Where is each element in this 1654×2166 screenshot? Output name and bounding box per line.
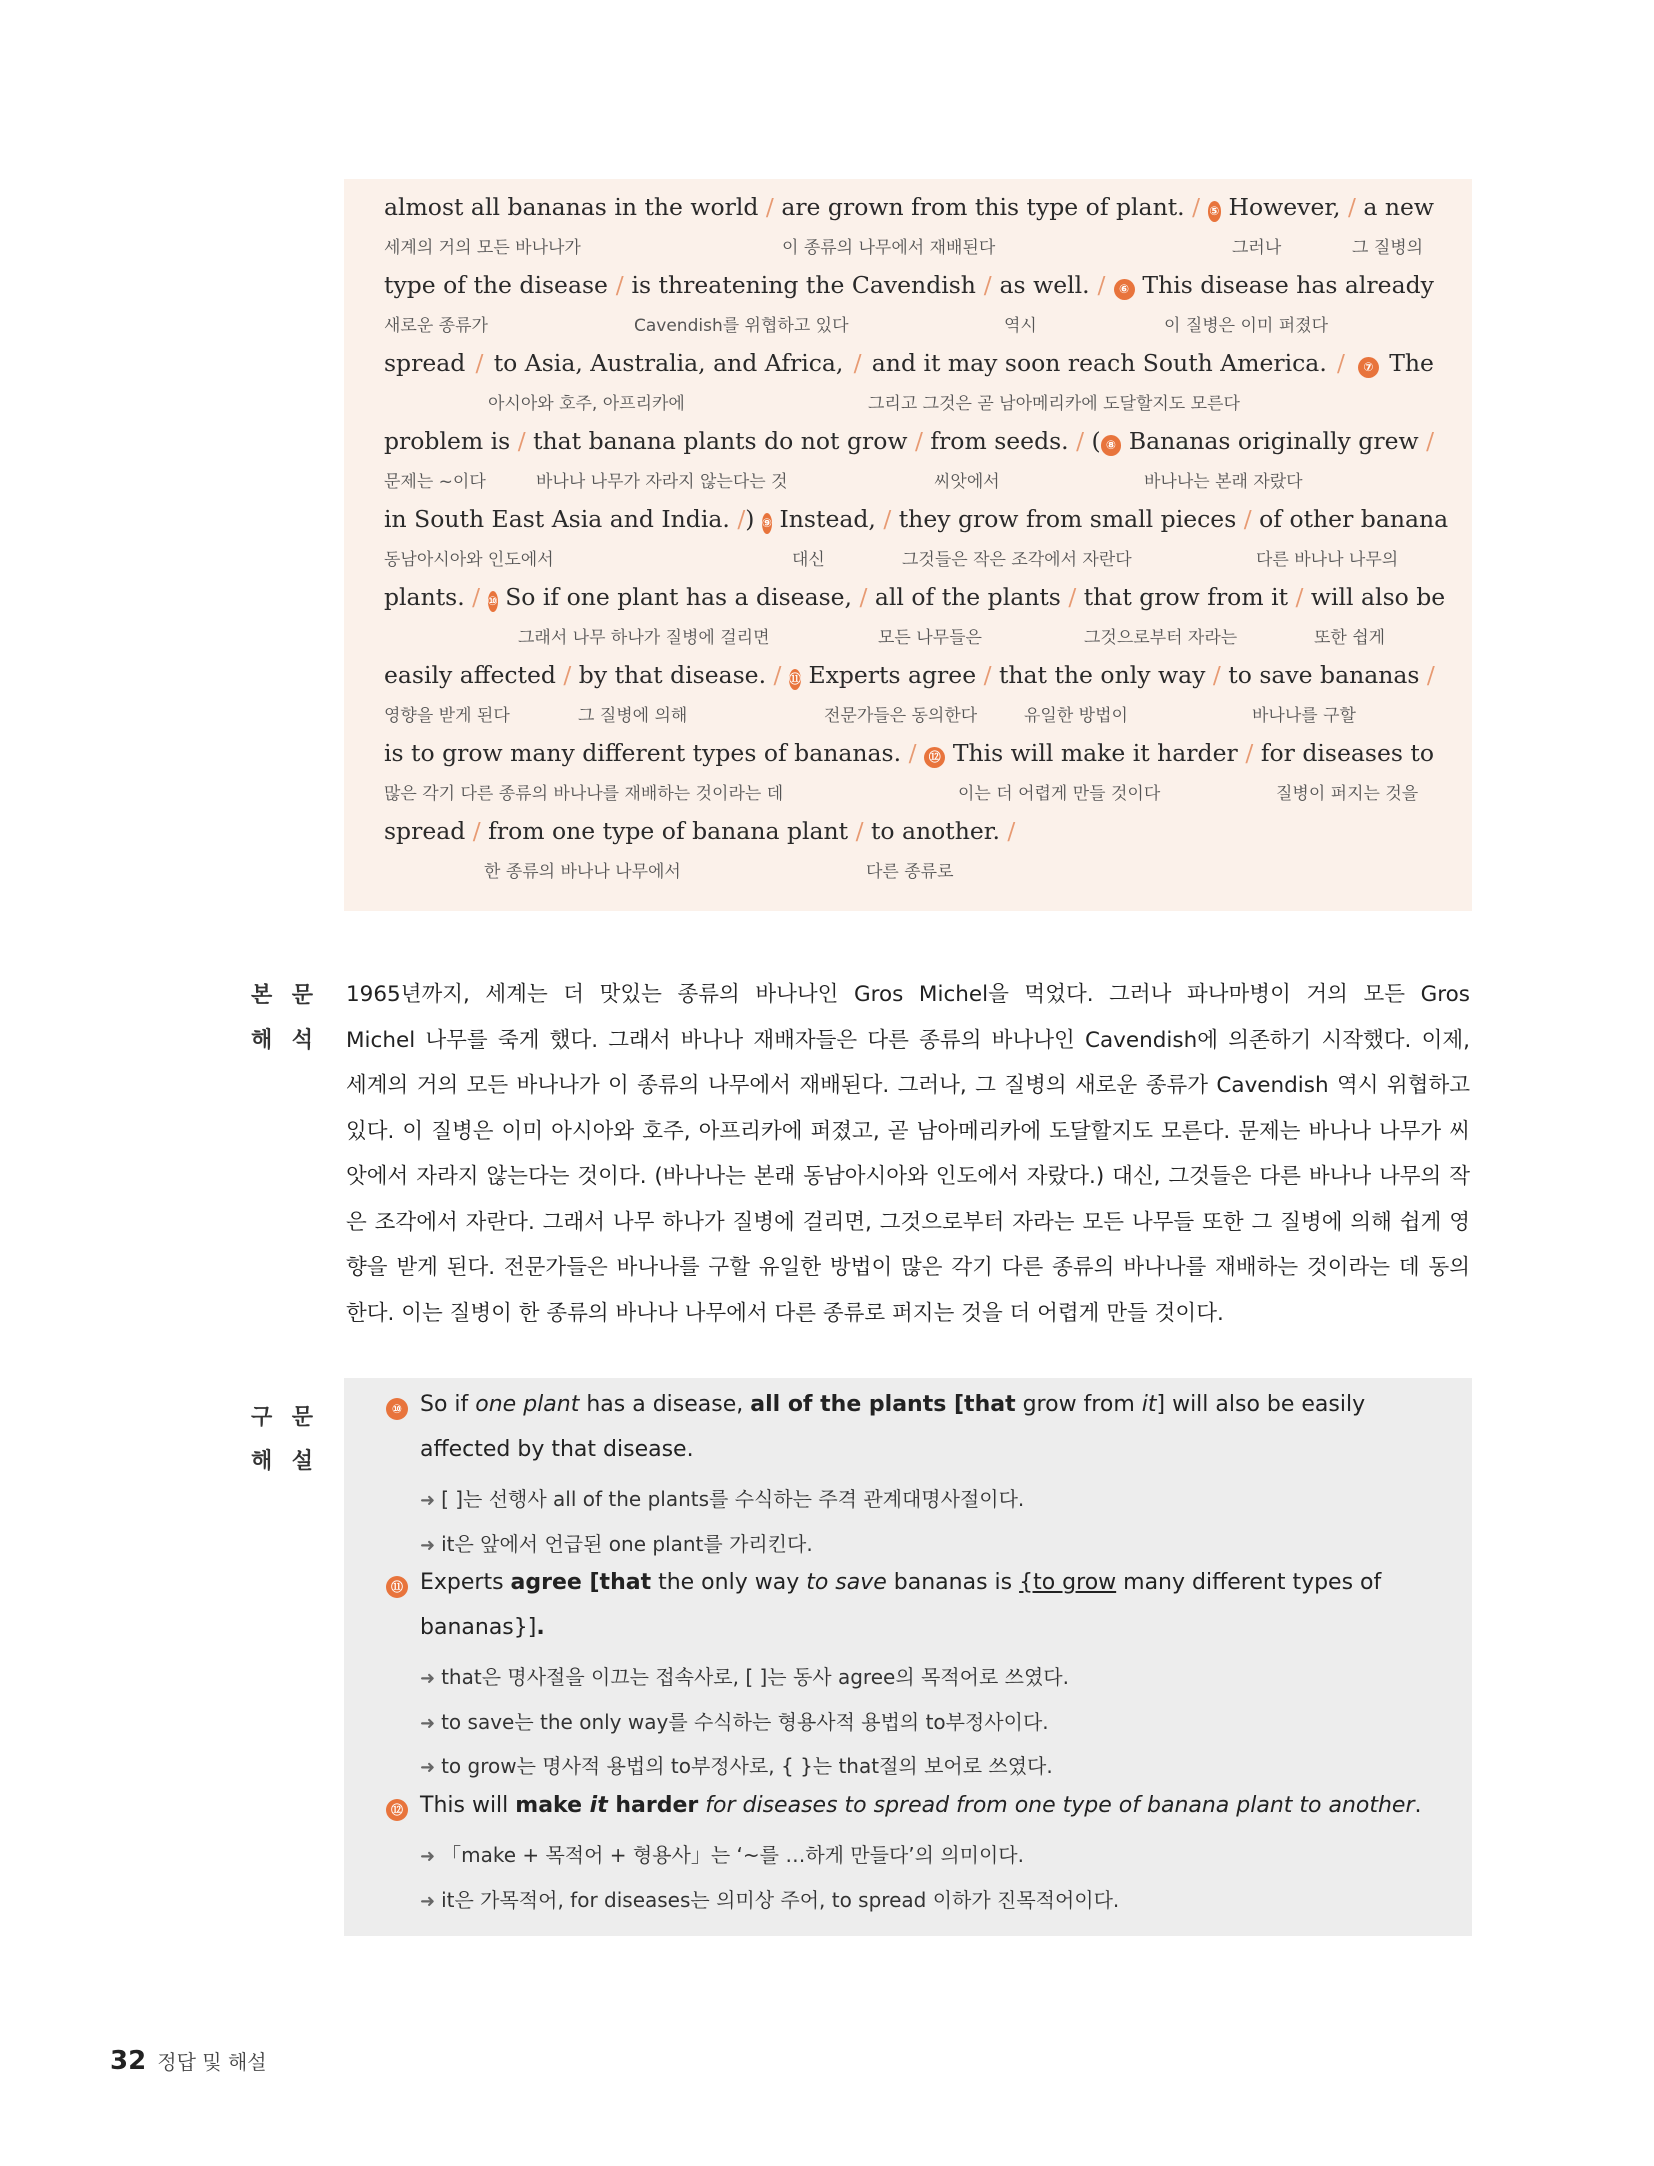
chunk-slash: / <box>472 817 481 845</box>
english-chunk: easily affected <box>384 661 564 689</box>
english-chunk: and it may soon reach South America. <box>864 349 1335 377</box>
structure-sentence-line <box>420 1793 1422 1818</box>
structure-note-text: to save는 the only way를 수식하는 형용사적 용법의 to부정사이다. <box>441 1709 1049 1734</box>
arrow-icon: ➜ <box>420 1490 436 1511</box>
chunk-slash: / <box>773 661 782 689</box>
english-chunk: spread <box>384 349 473 377</box>
korean-gloss: 또한 쉽게 <box>1314 628 1386 648</box>
chunk-slash: / <box>1097 271 1106 299</box>
label-char: 문 <box>291 983 313 1008</box>
structure-text-segment: grow from <box>1015 1392 1142 1417</box>
translation-line: 앗에서 자라지 않는다는 것이다. (바나나는 본래 동남아시아와 인도에서 자랐다.) 대신, 그것들은 다른 바나나 나무의 작 <box>346 1164 1470 1189</box>
structure-text-segment: {to grow <box>1019 1570 1117 1595</box>
structure-text-segment: for diseases to spread from one type of banana plant to another <box>698 1792 1415 1818</box>
english-chunk <box>480 583 487 611</box>
structure-text-segment: many different types of <box>1116 1570 1382 1595</box>
structure-note-text: [ ]는 선행사 all of the plants를 수식하는 주격 관계대명사절이다. <box>441 1487 1025 1511</box>
arrow-icon: ➜ <box>420 1712 436 1734</box>
chunk-slash: / <box>765 193 774 221</box>
page-footer <box>110 2046 267 2076</box>
arrow-icon: ➜ <box>420 1534 436 1556</box>
english-chunk: from one type of banana plant <box>480 817 856 845</box>
structure-text-segment: agree [that <box>510 1570 652 1595</box>
translation-paragraph <box>346 972 1470 1336</box>
arrow-icon: ➜ <box>420 1668 436 1689</box>
english-chunk: to Asia, Australia, and Africa, <box>486 349 851 377</box>
structure-text-segment: This will <box>420 1792 516 1818</box>
korean-gloss: 그 질병에 의해 <box>578 706 688 726</box>
korean-gloss: 바나나는 본래 자랐다 <box>1144 472 1303 492</box>
korean-gloss: 역시 <box>1004 316 1037 336</box>
structure-text-segment: bananas}] <box>420 1614 537 1640</box>
english-chunk: Experts agree <box>800 661 984 689</box>
korean-gloss: 이는 더 어렵게 만들 것이다 <box>958 784 1161 804</box>
structure-text-segment: . <box>536 1614 545 1640</box>
structure-text-segment: affected by that disease. <box>420 1436 694 1462</box>
interlinear-line <box>384 427 1434 505</box>
english-chunk: ( <box>1084 427 1101 455</box>
interlinear-line <box>384 271 1434 349</box>
english-chunk-line <box>384 817 1434 857</box>
translation-line: 은 조각에서 자란다. 그래서 나무 하나가 질병에 걸리면, 그것으로부터 자라는 모든 나무들 또한 그 질병에 의해 쉽게 영 <box>346 1209 1470 1235</box>
structure-text-segment: . <box>1414 1792 1422 1818</box>
english-chunk: type of the disease <box>384 271 616 299</box>
english-chunk: from seeds. <box>922 427 1077 455</box>
english-chunk: all of the plants <box>867 583 1069 611</box>
english-chunk <box>781 661 788 689</box>
korean-gloss: 그래서 나무 하나가 질병에 걸리면 <box>518 628 770 648</box>
english-chunk: to another. <box>863 817 1008 845</box>
chunk-slash: / <box>737 505 746 533</box>
korean-gloss: Cavendish를 위협하고 있다 <box>634 316 849 336</box>
english-chunk: plants. <box>384 583 473 611</box>
structure-label-bottom <box>251 1444 313 1484</box>
korean-gloss: 대신 <box>792 550 825 570</box>
structure-note <box>420 1528 813 1557</box>
english-chunk: in South East Asia and India. <box>384 505 738 533</box>
interlinear-line <box>384 739 1434 817</box>
english-chunk: a new <box>1355 193 1434 221</box>
chunk-slash: / <box>983 661 992 689</box>
korean-gloss: 그것들은 작은 조각에서 자란다 <box>902 550 1132 570</box>
english-chunk <box>917 739 924 767</box>
structure-text-segment: make <box>515 1792 590 1818</box>
korean-gloss: 다른 종류로 <box>866 862 954 882</box>
chunk-slash: / <box>914 427 923 455</box>
sentence-number-badge: ⑩ <box>386 1398 408 1420</box>
english-chunk: to save bananas <box>1220 661 1427 689</box>
english-chunk: This will make it harder <box>945 739 1246 767</box>
english-chunk: they grow from small pieces <box>891 505 1244 533</box>
translation-line: 세계의 거의 모든 바나나가 이 종류의 나무에서 재배된다. 그러나, 그 질병의 새로운 종류가 Cavendish 역시 위협하고 <box>346 1073 1470 1098</box>
footer-label: 정답 및 해설 <box>157 2050 267 2074</box>
structure-note-text: to grow는 명사적 용법의 to부정사로, { }는 that절의 보어로 쓰였다. <box>441 1754 1053 1778</box>
english-chunk: that the only way <box>991 661 1213 689</box>
korean-gloss: 그리고 그것은 곧 남아메리카에 도달할지도 모른다 <box>868 394 1240 414</box>
structure-note <box>420 1706 1049 1735</box>
english-chunk: almost all bananas in the world <box>384 193 766 221</box>
english-chunk-line <box>384 349 1434 389</box>
english-chunk: Instead, <box>772 505 884 533</box>
korean-gloss: 많은 각기 다른 종류의 바나나를 재배하는 것이라는 데 <box>384 784 784 804</box>
page-number: 32 <box>110 2046 147 2076</box>
korean-gloss: 그러나 <box>1232 238 1282 258</box>
korean-gloss: 모든 나무들은 <box>878 628 982 648</box>
english-chunk <box>1200 193 1207 221</box>
english-chunk-line <box>384 583 1446 623</box>
english-chunk-line <box>384 271 1434 311</box>
chunk-slash: / <box>517 427 526 455</box>
structure-text-segment: to save <box>806 1570 887 1595</box>
translation-line: 1965년까지, 세계는 더 맛있는 종류의 바나나인 Gros Michel을 먹었다. 그러나 파나마병이 거의 모든 Gros <box>346 982 1470 1007</box>
chunk-slash: / <box>1192 193 1201 221</box>
structure-text-segment: Experts <box>420 1570 511 1595</box>
translation-line: 한다. 이는 질병이 한 종류의 바나나 나무에서 다른 종류로 퍼지는 것을 더 어렵게 만들 것이다. <box>346 1300 1224 1326</box>
korean-gloss: 다른 바나나 나무의 <box>1256 550 1399 570</box>
chunk-slash: / <box>563 661 572 689</box>
structure-note-text: that은 명사절을 이끄는 접속사로, [ ]는 동사 agree의 목적어로 쓰였다. <box>441 1665 1069 1689</box>
label-char: 구 <box>251 1405 273 1430</box>
english-chunk: will also be <box>1303 583 1446 611</box>
english-chunk: spread <box>384 817 473 845</box>
arrow-icon: ➜ <box>420 1846 436 1867</box>
korean-gloss: 문제는 ~이다 <box>384 472 486 492</box>
chunk-slash: / <box>853 349 862 377</box>
korean-gloss: 세계의 거의 모든 바나나가 <box>384 238 581 258</box>
structure-text-segment: it <box>589 1792 608 1818</box>
interlinear-line <box>384 349 1434 427</box>
structure-label-top <box>251 1400 313 1440</box>
chunk-slash: / <box>1243 505 1252 533</box>
chunk-slash: / <box>472 583 481 611</box>
english-chunk-line <box>384 427 1434 467</box>
english-chunk: by that disease. <box>571 661 774 689</box>
sentence-number-badge: ⑩ <box>488 591 498 612</box>
chunk-slash: / <box>1295 583 1304 611</box>
structure-sentence-line <box>420 1570 1381 1595</box>
english-chunk-line <box>384 739 1434 779</box>
english-chunk: is threatening the Cavendish <box>624 271 984 299</box>
english-chunk <box>1348 349 1355 377</box>
chunk-reading-box <box>344 179 1472 911</box>
chunk-slash: / <box>908 739 917 767</box>
chunk-slash: / <box>859 583 868 611</box>
label-char: 본 <box>251 983 273 1008</box>
sentence-number-badge: ⑥ <box>1114 279 1135 300</box>
interlinear-line <box>384 817 1434 895</box>
interlinear-line <box>384 505 1449 583</box>
korean-gloss: 그것으로부터 자라는 <box>1084 628 1238 648</box>
chunk-slash: / <box>983 271 992 299</box>
chunk-slash: / <box>1076 427 1085 455</box>
korean-gloss: 바나나 나무가 자라지 않는다는 것 <box>536 472 788 492</box>
english-chunk <box>1106 271 1113 299</box>
english-chunk: Bananas originally grew <box>1121 427 1427 455</box>
arrow-icon: ➜ <box>420 1890 436 1912</box>
structure-text-segment: ] will also be easily <box>1156 1392 1366 1417</box>
english-chunk: problem is <box>384 427 518 455</box>
structure-note <box>420 1884 1119 1913</box>
english-chunk: are grown from this type of plant. <box>773 193 1193 221</box>
sentence-number-badge: ⑪ <box>386 1576 408 1598</box>
english-chunk-line <box>384 505 1449 545</box>
english-chunk: This disease has already <box>1134 271 1434 299</box>
korean-gloss: 전문가들은 동의한다 <box>824 706 978 726</box>
structure-note-text: it은 가목적어, for diseases는 의미상 주어, to spread 이하가 진목적어이다. <box>441 1887 1120 1912</box>
english-chunk-line <box>384 661 1434 701</box>
structure-sentence-line <box>420 1437 694 1462</box>
structure-text-segment: all of the plants [that <box>750 1392 1016 1417</box>
interlinear-line <box>384 193 1434 271</box>
interlinear-line <box>384 661 1434 739</box>
structure-note <box>420 1661 1069 1690</box>
english-chunk: However, <box>1221 193 1348 221</box>
structure-note-text: 「make + 목적어 + 형용사」는 ‘~를 …하게 만들다’의 의미이다. <box>441 1843 1024 1867</box>
english-chunk: of other banana <box>1251 505 1449 533</box>
chunk-slash: / <box>1426 427 1434 455</box>
structure-note <box>420 1839 1024 1868</box>
english-chunk-line <box>384 193 1434 233</box>
chunk-slash: / <box>1007 817 1016 845</box>
structure-note <box>420 1750 1053 1779</box>
structure-text-segment: So if <box>420 1392 476 1417</box>
sentence-number-badge: ⑫ <box>924 747 945 768</box>
structure-sentence-line <box>420 1392 1365 1417</box>
english-chunk: So if one plant has a disease, <box>497 583 860 611</box>
structure-sentence-line <box>420 1615 545 1640</box>
korean-gloss: 아시아와 호주, 아프리카에 <box>488 394 685 414</box>
sentence-number-badge: ⑧ <box>1101 435 1122 456</box>
sentence-number-badge: ⑤ <box>1208 201 1222 222</box>
korean-gloss: 바나나를 구할 <box>1252 706 1356 726</box>
translation-line: 있다. 이 질병은 이미 아시아와 호주, 아프리카에 퍼졌고, 곧 남아메리카에 도달할지도 모른다. 문제는 바나나 나무가 씨 <box>346 1118 1470 1144</box>
structure-text-segment: has a disease, <box>579 1392 751 1417</box>
chunk-slash: / <box>475 349 484 377</box>
structure-note <box>420 1483 1024 1512</box>
label-char: 해 <box>251 1028 273 1053</box>
korean-gloss: 질병이 퍼지는 것을 <box>1276 784 1419 804</box>
chunk-slash: / <box>855 817 864 845</box>
translation-label-top <box>251 978 313 1018</box>
english-chunk: that grow from it <box>1076 583 1296 611</box>
korean-gloss: 동남아시아와 인도에서 <box>384 550 554 570</box>
chunk-slash: / <box>615 271 624 299</box>
structure-text-segment: one plant <box>475 1392 580 1417</box>
korean-gloss: 씨앗에서 <box>934 472 1000 492</box>
chunk-slash: / <box>1245 739 1254 767</box>
korean-gloss: 유일한 방법이 <box>1024 706 1128 726</box>
translation-line: Michel 나무를 죽게 했다. 그래서 바나나 재배자들은 다른 종류의 바나나인 Cavendish에 의존하기 시작했다. 이제, <box>346 1027 1470 1053</box>
structure-notes-box <box>344 1378 1472 1936</box>
label-char: 해 <box>251 1449 273 1474</box>
translation-line: 향을 받게 된다. 전문가들은 바나나를 구할 유일한 방법이 많은 각기 다른 종류의 바나나를 재배하는 것이라는 데 동의 <box>346 1255 1470 1280</box>
chunk-slash: / <box>1068 583 1077 611</box>
korean-gloss: 새로운 종류가 <box>384 316 488 336</box>
korean-gloss: 한 종류의 바나나 나무에서 <box>484 862 681 882</box>
english-chunk: for diseases to <box>1253 739 1434 767</box>
chunk-slash: / <box>1212 661 1221 689</box>
english-chunk: is to grow many different types of bananas. <box>384 739 909 767</box>
chunk-slash: / <box>883 505 892 533</box>
label-char: 문 <box>291 1405 313 1430</box>
label-char: 설 <box>291 1449 313 1474</box>
english-chunk: The <box>1381 349 1434 377</box>
english-chunk: ) <box>745 505 762 533</box>
structure-text-segment: harder <box>607 1792 699 1818</box>
interlinear-line <box>384 583 1446 661</box>
english-chunk: as well. <box>992 271 1098 299</box>
structure-text-segment: the only way <box>651 1570 807 1595</box>
structure-text-segment: bananas is <box>886 1570 1020 1595</box>
chunk-slash: / <box>1426 661 1435 689</box>
english-chunk: that banana plants do not grow <box>525 427 915 455</box>
sentence-number-badge: ⑫ <box>386 1799 408 1821</box>
chunk-slash: / <box>1347 193 1356 221</box>
arrow-icon: ➜ <box>420 1757 436 1778</box>
sentence-number-badge: ⑪ <box>789 669 801 690</box>
label-char: 석 <box>291 1028 313 1053</box>
structure-note-text: it은 앞에서 언급된 one plant를 가리킨다. <box>441 1531 813 1556</box>
translation-label-bottom <box>251 1023 313 1063</box>
sentence-number-badge: ⑦ <box>1358 357 1379 378</box>
korean-gloss: 이 종류의 나무에서 재배된다 <box>782 238 996 258</box>
sentence-number-badge: ⑨ <box>762 513 772 534</box>
korean-gloss: 그 질병의 <box>1352 238 1424 258</box>
korean-gloss: 영향을 받게 된다 <box>384 706 510 726</box>
chunk-slash: / <box>1337 349 1345 377</box>
structure-text-segment: it <box>1141 1392 1157 1417</box>
korean-gloss: 이 질병은 이미 퍼졌다 <box>1164 316 1329 336</box>
